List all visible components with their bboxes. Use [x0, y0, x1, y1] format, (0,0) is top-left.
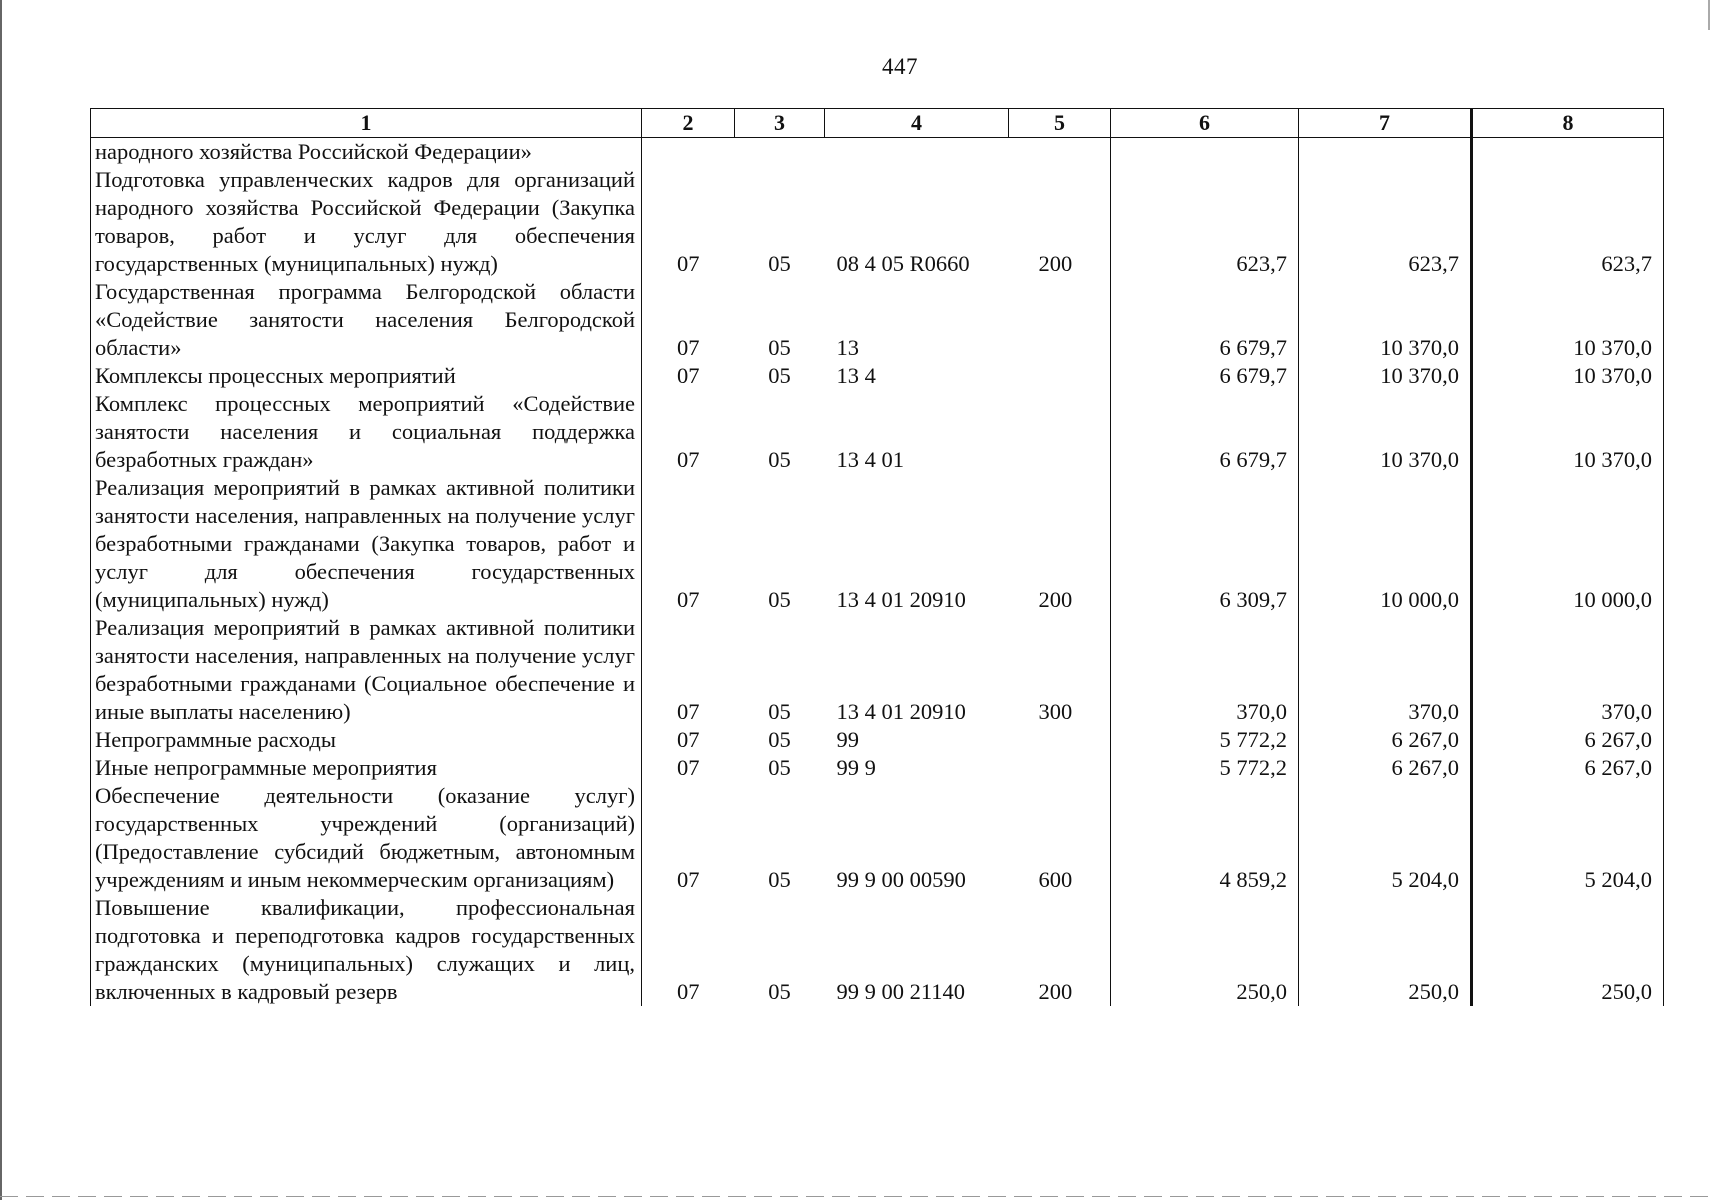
row-section: 07: [677, 755, 700, 780]
row-amount-8: 623,7: [1472, 166, 1664, 278]
row-name: Комплексы процессных мероприятий: [91, 362, 642, 390]
table-row: [91, 894, 1664, 1006]
column-header-8: 8: [1472, 109, 1664, 138]
row-name: Государственная программа Белгородской области «Содействие занятости населения Белгородской области»: [91, 278, 642, 362]
table-header-row: [91, 109, 1664, 138]
row-name: народного хозяйства Российской Федерации»: [91, 138, 642, 167]
row-amount-6: 6 309,7: [1111, 474, 1299, 614]
row-section: 07: [677, 587, 700, 612]
table-row: [91, 166, 1664, 278]
row-target-code: [825, 138, 1009, 167]
row-expense-type: [1009, 138, 1111, 167]
table-row: [91, 782, 1664, 894]
row-amount-7: 10 000,0: [1299, 474, 1472, 614]
row-section: [642, 138, 735, 167]
row-section: 07: [677, 447, 700, 472]
table-row: [91, 754, 1664, 782]
row-amount-8: 10 370,0: [1472, 278, 1664, 362]
row-target-code: 13 4 01: [836, 447, 904, 472]
table-row: [91, 138, 1664, 167]
row-subsection: 05: [768, 335, 791, 360]
row-section: 07: [677, 979, 700, 1004]
table-row: [91, 614, 1664, 726]
row-amount-7: 6 267,0: [1299, 754, 1472, 782]
table-row: [91, 362, 1664, 390]
row-expense-type: 200: [1038, 587, 1073, 612]
row-amount-8: [1472, 138, 1664, 167]
row-target-code: 08 4 05 R0660: [836, 251, 970, 276]
row-amount-7: 10 370,0: [1299, 390, 1472, 474]
row-amount-7: 6 267,0: [1299, 726, 1472, 754]
row-name: Реализация мероприятий в рамках активной политики занятости населения, направленных на получение услуг безработными гражданами (Социальное обеспечение и иные выплаты населению): [91, 614, 642, 726]
column-header-1: 1: [91, 109, 642, 138]
row-amount-6: 6 679,7: [1111, 278, 1299, 362]
row-subsection: 05: [768, 363, 791, 388]
column-header-5: 5: [1009, 109, 1111, 138]
row-subsection: 05: [768, 755, 791, 780]
row-amount-7: 10 370,0: [1299, 362, 1472, 390]
row-target-code: 13 4 01 20910: [836, 587, 966, 612]
row-subsection: 05: [768, 699, 791, 724]
row-amount-8: 250,0: [1472, 894, 1664, 1006]
row-expense-type: [1009, 726, 1111, 754]
row-section: 07: [677, 699, 700, 724]
row-target-code: 13 4 01 20910: [836, 699, 966, 724]
column-header-3: 3: [735, 109, 825, 138]
row-amount-6: 5 772,2: [1111, 754, 1299, 782]
row-amount-6: 6 679,7: [1111, 390, 1299, 474]
scan-bottom-edge: [0, 1196, 1710, 1197]
row-name: Повышение квалификации, профессиональная подготовка и переподготовка кадров государственных гражданских (муниципальных) служащих и лиц, включенных в кадровый резерв: [91, 894, 642, 1006]
row-amount-8: 10 370,0: [1472, 390, 1664, 474]
row-amount-7: 623,7: [1299, 166, 1472, 278]
row-section: 07: [677, 867, 700, 892]
row-expense-type: 200: [1038, 979, 1073, 1004]
row-amount-6: 5 772,2: [1111, 726, 1299, 754]
row-section: 07: [677, 363, 700, 388]
page-number: 447: [882, 54, 918, 79]
row-name: Подготовка управленческих кадров для организаций народного хозяйства Российской Федерации (Закупка товаров, работ и услуг для обеспечения государственных (муниципальных) нужд): [91, 166, 642, 278]
row-section: 07: [677, 335, 700, 360]
row-subsection: 05: [768, 867, 791, 892]
row-amount-8: 10 000,0: [1472, 474, 1664, 614]
row-target-code: 99: [836, 727, 859, 752]
row-amount-7: 10 370,0: [1299, 278, 1472, 362]
row-amount-6: 370,0: [1111, 614, 1299, 726]
row-section: 07: [677, 727, 700, 752]
row-amount-7: 370,0: [1299, 614, 1472, 726]
table-body: [91, 138, 1664, 1007]
row-amount-8: 6 267,0: [1472, 754, 1664, 782]
column-header-6: 6: [1111, 109, 1299, 138]
column-header-2: 2: [642, 109, 735, 138]
row-target-code: 99 9 00 00590: [836, 867, 966, 892]
row-amount-6: 4 859,2: [1111, 782, 1299, 894]
row-amount-6: [1111, 138, 1299, 167]
row-target-code: 13: [836, 335, 859, 360]
row-amount-8: 10 370,0: [1472, 362, 1664, 390]
column-header-4: 4: [825, 109, 1009, 138]
row-target-code: 99 9 00 21140: [836, 979, 966, 1004]
row-name: Иные непрограммные мероприятия: [91, 754, 642, 782]
table-row: [91, 474, 1664, 614]
row-amount-8: 5 204,0: [1472, 782, 1664, 894]
row-amount-6: 623,7: [1111, 166, 1299, 278]
row-expense-type: 600: [1038, 867, 1073, 892]
row-subsection: 05: [768, 251, 791, 276]
row-amount-6: 250,0: [1111, 894, 1299, 1006]
row-name: Реализация мероприятий в рамках активной политики занятости населения, направленных на получение услуг безработными гражданами (Закупка товаров, работ и услуг для обеспечения государственных (муниципальных) нужд): [91, 474, 642, 614]
row-amount-7: [1299, 138, 1472, 167]
row-expense-type: 200: [1038, 251, 1073, 276]
row-amount-8: 370,0: [1472, 614, 1664, 726]
row-name: Обеспечение деятельности (оказание услуг) государственных учреждений (организаций) (Предоставление субсидий бюджетным, автономным учреждениям и иным некоммерческим организациям): [91, 782, 642, 894]
row-expense-type: [1009, 754, 1111, 782]
row-expense-type: 300: [1038, 699, 1073, 724]
row-target-code: 99 9: [836, 755, 876, 780]
row-subsection: 05: [768, 587, 791, 612]
row-amount-8: 6 267,0: [1472, 726, 1664, 754]
row-subsection: [735, 138, 825, 167]
row-target-code: 13 4: [836, 363, 876, 388]
row-subsection: 05: [768, 727, 791, 752]
row-expense-type: [1009, 278, 1111, 362]
row-name: Непрограммные расходы: [91, 726, 642, 754]
budget-table-container: [90, 108, 1663, 1006]
row-expense-type: [1009, 390, 1111, 474]
table-row: [91, 390, 1664, 474]
row-section: 07: [677, 251, 700, 276]
table-row: [91, 278, 1664, 362]
column-header-7: 7: [1299, 109, 1472, 138]
row-subsection: 05: [768, 447, 791, 472]
page-left-edge: [0, 0, 2, 1200]
budget-table: [90, 108, 1664, 1006]
table-row: [91, 726, 1664, 754]
row-amount-6: 6 679,7: [1111, 362, 1299, 390]
row-name: Комплекс процессных мероприятий «Содействие занятости населения и социальная поддержка безработных граждан»: [91, 390, 642, 474]
row-subsection: 05: [768, 979, 791, 1004]
row-amount-7: 5 204,0: [1299, 782, 1472, 894]
row-expense-type: [1009, 362, 1111, 390]
row-amount-7: 250,0: [1299, 894, 1472, 1006]
